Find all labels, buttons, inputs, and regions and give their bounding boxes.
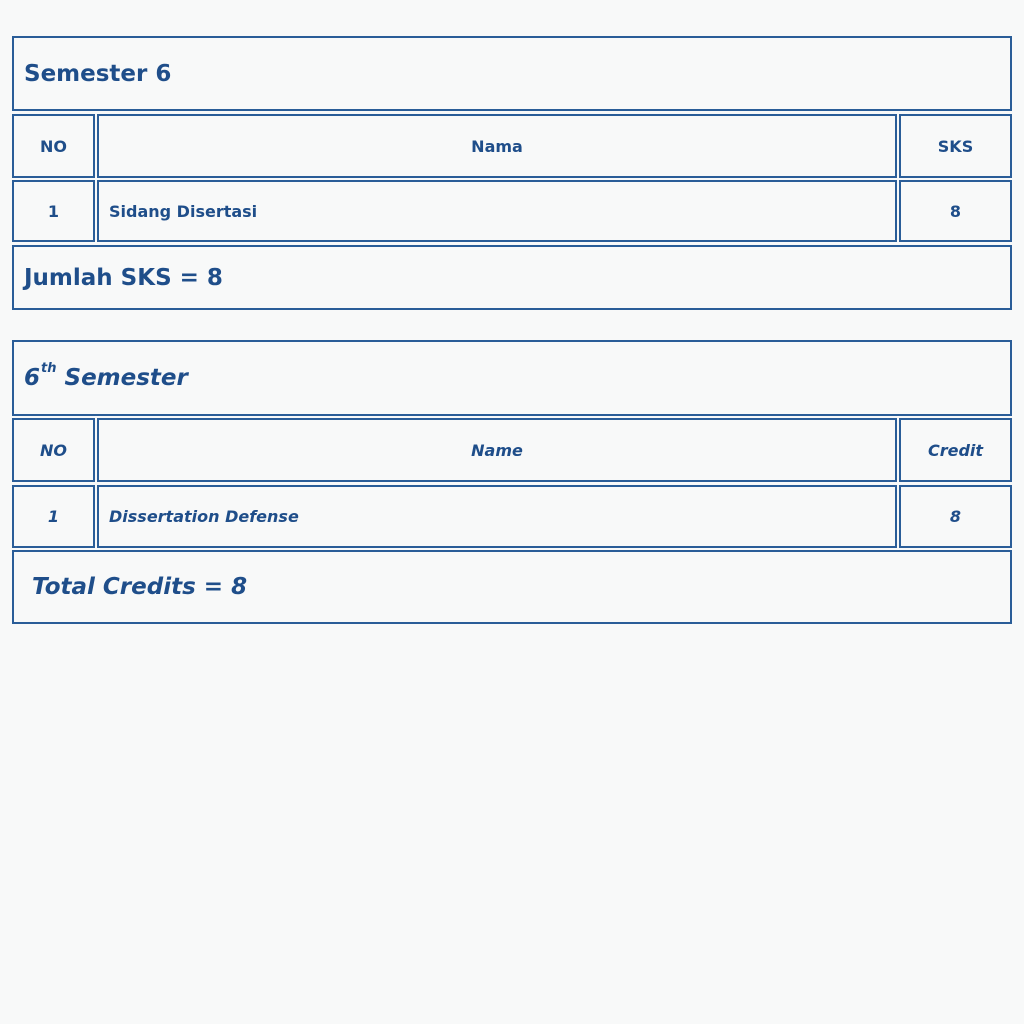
row-no-cell (12, 485, 95, 548)
header-no-label: NO (40, 440, 67, 460)
row-credit-cell (899, 485, 1012, 548)
semester-word: Semester (64, 365, 188, 391)
row-no: 1 (47, 507, 60, 526)
semester-title-text (24, 361, 188, 391)
header-no (12, 418, 95, 482)
total-text: Jumlah SKS = 8 (24, 264, 223, 291)
row-name: Sidang Disertasi (109, 201, 258, 221)
header-name (97, 418, 897, 482)
header-credit-label: Credit (927, 440, 984, 460)
header-name (97, 114, 897, 178)
row-name: Dissertation Defense (109, 507, 299, 526)
row-no: 1 (47, 201, 60, 221)
header-name-label: Nama (471, 136, 523, 156)
header-no-label: NO (40, 136, 67, 156)
row-name-cell (97, 485, 897, 548)
header-no (12, 114, 95, 178)
semester-title (12, 340, 1012, 416)
row-name-cell (97, 180, 897, 242)
semester-table-indonesian (12, 36, 1012, 310)
total-row (12, 245, 1012, 310)
ordinal-suffix: th (41, 361, 57, 377)
semester-number: 6 (24, 365, 41, 391)
row-credit: 8 (949, 507, 962, 526)
semester-title (12, 36, 1012, 111)
total-row (12, 550, 1012, 624)
row-no-cell (12, 180, 95, 242)
header-credit (899, 418, 1012, 482)
header-credit (899, 114, 1012, 178)
semester-table-english (12, 340, 1012, 624)
semester-title-text: Semester 6 (24, 60, 172, 87)
header-credit-label: SKS (937, 136, 974, 156)
row-credit-cell (899, 180, 1012, 242)
header-name-label: Name (471, 440, 523, 460)
total-text: Total Credits = 8 (32, 574, 248, 600)
row-credit: 8 (949, 201, 962, 221)
